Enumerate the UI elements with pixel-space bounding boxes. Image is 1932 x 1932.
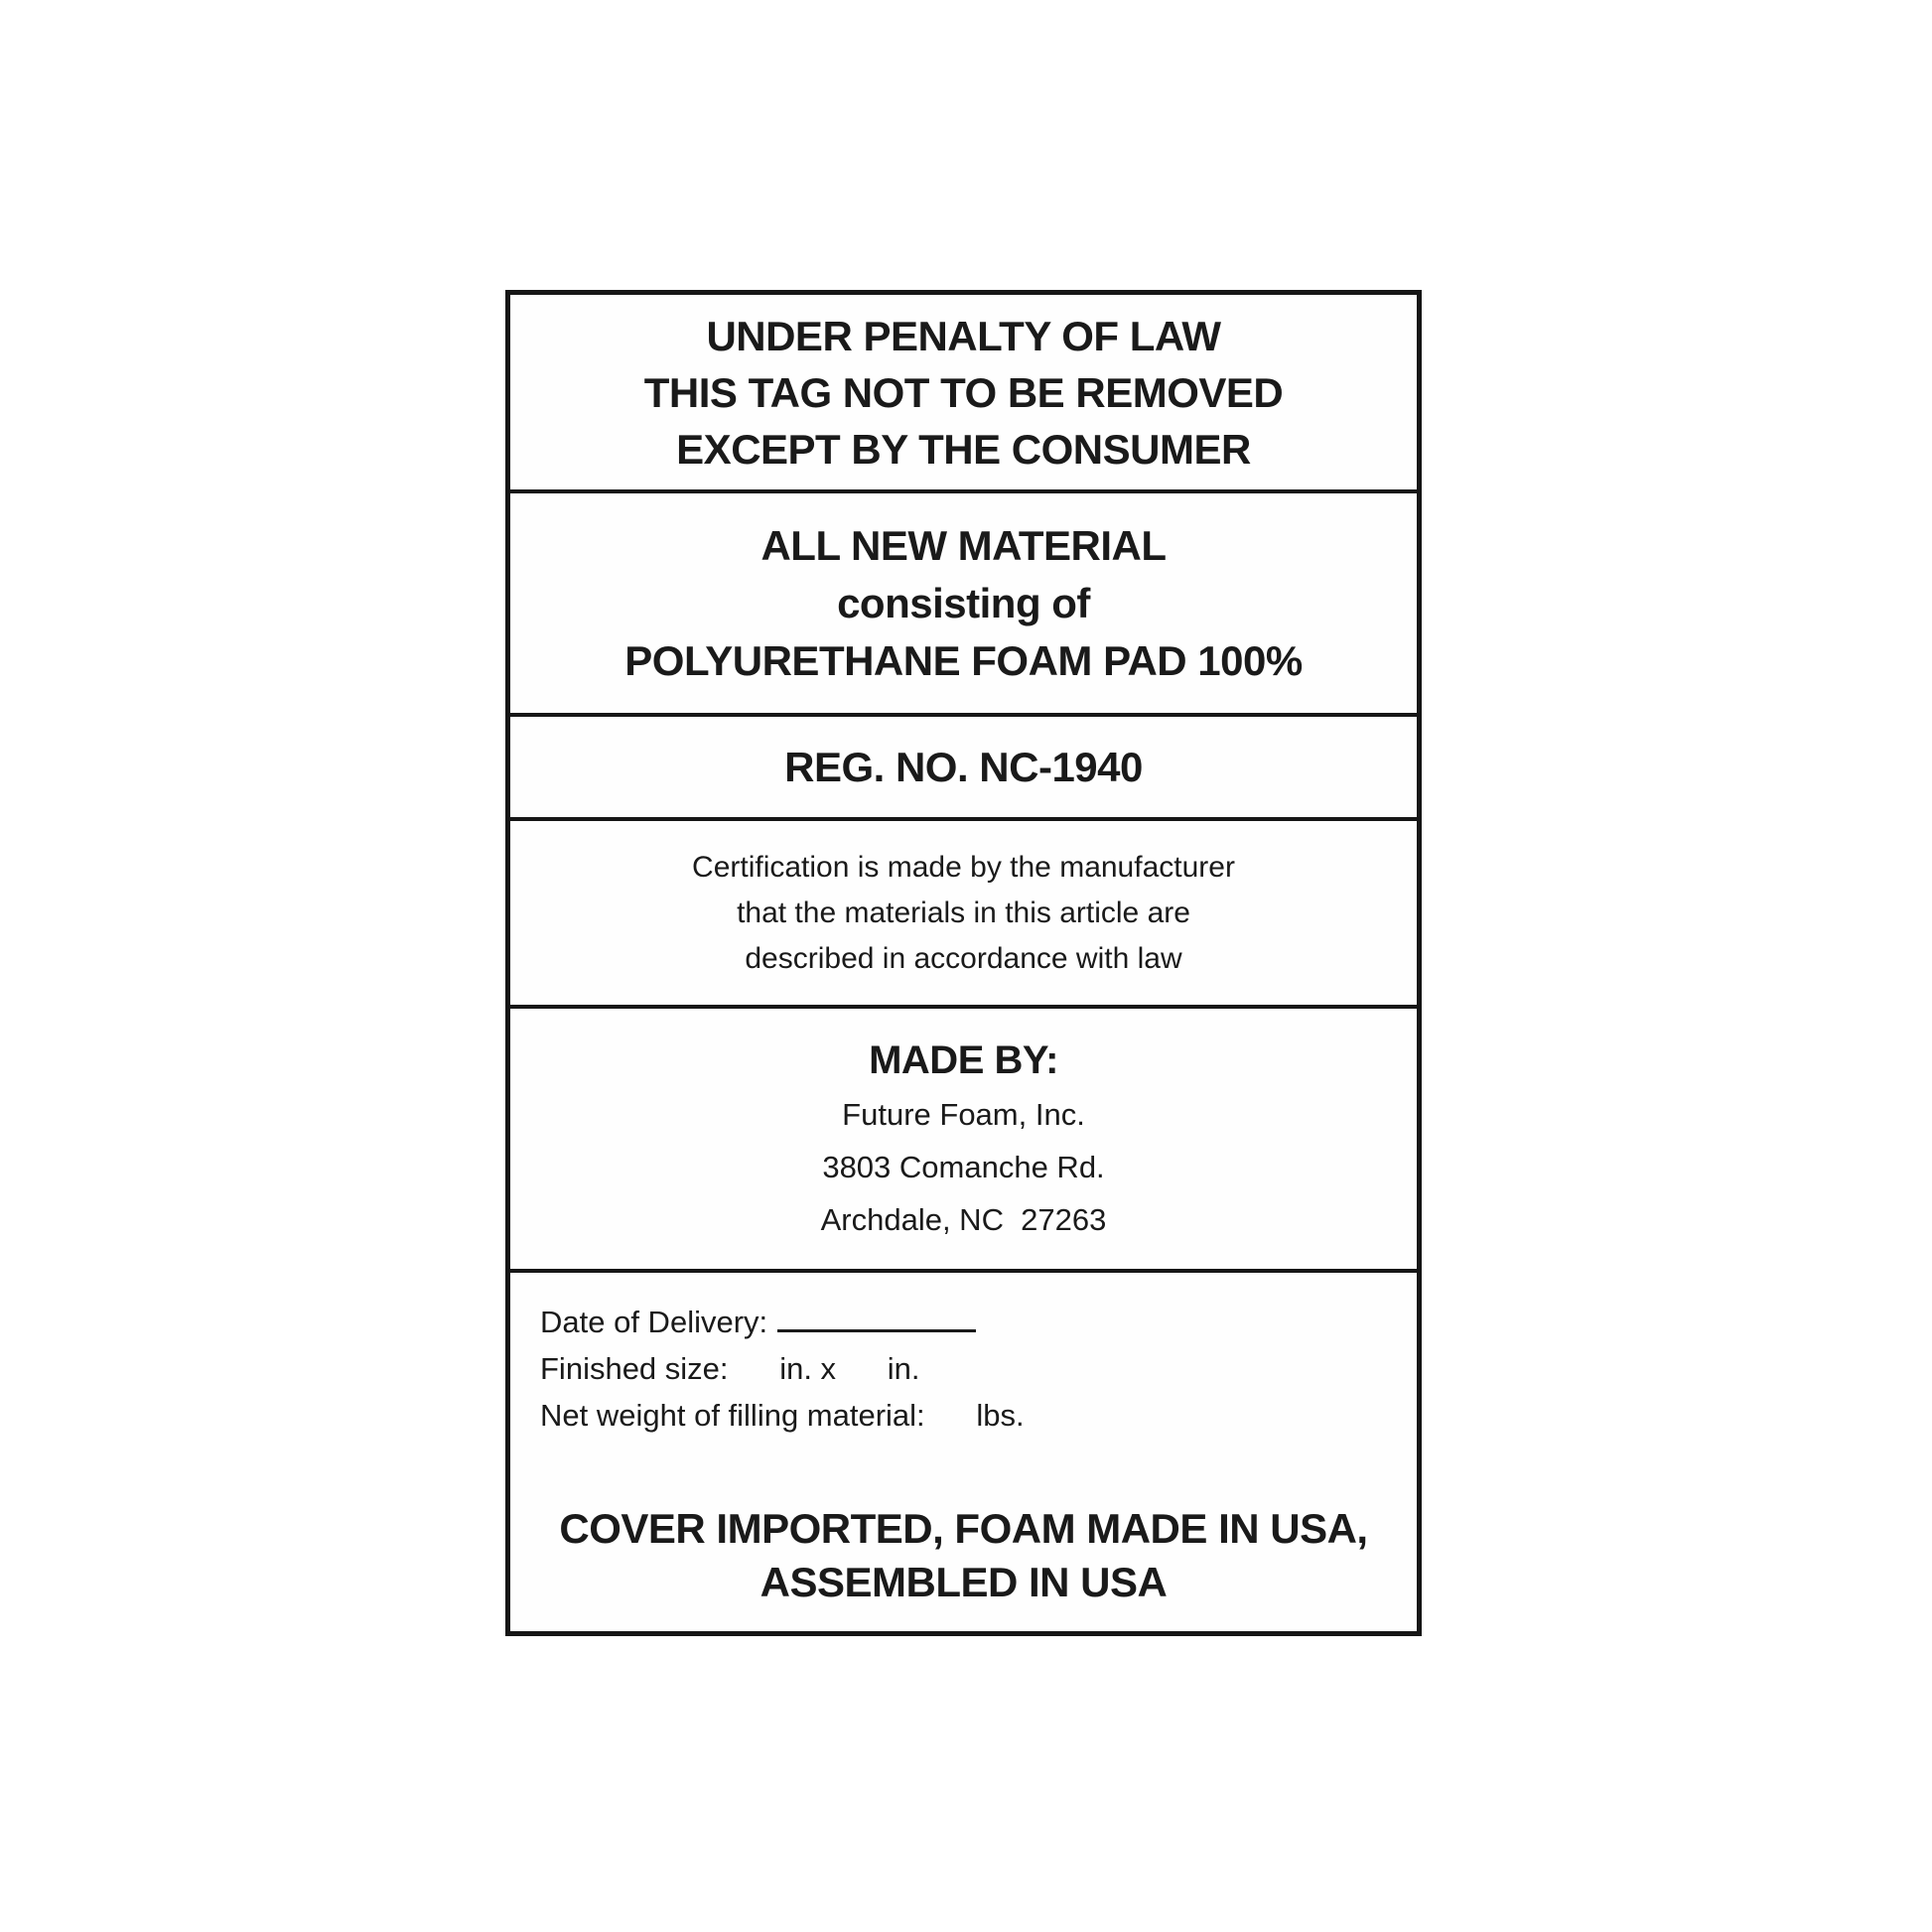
registration-number-section	[510, 713, 1417, 817]
manufacturer-name: Future Foam, Inc.	[842, 1096, 1085, 1132]
origin-line-1: COVER IMPORTED, FOAM MADE IN USA,	[559, 1505, 1368, 1552]
penalty-line-2: THIS TAG NOT TO BE REMOVED	[643, 368, 1284, 416]
net-weight-row: Net weight of filling material: lbs.	[540, 1398, 1025, 1433]
origin-line-2: ASSEMBLED IN USA	[759, 1559, 1168, 1605]
date-of-delivery-blank-line	[777, 1299, 976, 1332]
certification-section	[510, 817, 1417, 1005]
origin-statement	[510, 1502, 1417, 1609]
penalty-line-1: UNDER PENALTY OF LAW	[706, 312, 1221, 359]
date-of-delivery-row	[540, 1299, 1025, 1345]
finished-size-row: Finished size: in. x in.	[540, 1351, 920, 1386]
material-line-2: consisting of	[837, 579, 1090, 626]
material-line-1: ALL NEW MATERIAL	[760, 521, 1167, 569]
date-of-delivery-label: Date of Delivery:	[540, 1305, 768, 1339]
certification-line-2: that the materials in this article are	[737, 896, 1190, 929]
details-section	[510, 1269, 1417, 1631]
material-line-3: POLYURETHANE FOAM PAD 100%	[624, 636, 1303, 684]
penalty-notice-section	[510, 295, 1417, 489]
manufacturer-street: 3803 Comanche Rd.	[822, 1149, 1105, 1184]
law-label	[505, 290, 1422, 1636]
material-section	[510, 489, 1417, 713]
penalty-line-3: EXCEPT BY THE CONSUMER	[676, 425, 1251, 473]
made-by-section	[510, 1005, 1417, 1269]
certification-line-3: described in accordance with law	[745, 941, 1182, 975]
manufacturer-city-state-zip: Archdale, NC 27263	[820, 1201, 1107, 1237]
fill-in-details	[510, 1299, 1025, 1439]
made-by-heading: MADE BY:	[869, 1037, 1058, 1082]
registration-number: REG. NO. NC-1940	[784, 744, 1143, 790]
certification-line-1: Certification is made by the manufacturer	[692, 850, 1235, 884]
